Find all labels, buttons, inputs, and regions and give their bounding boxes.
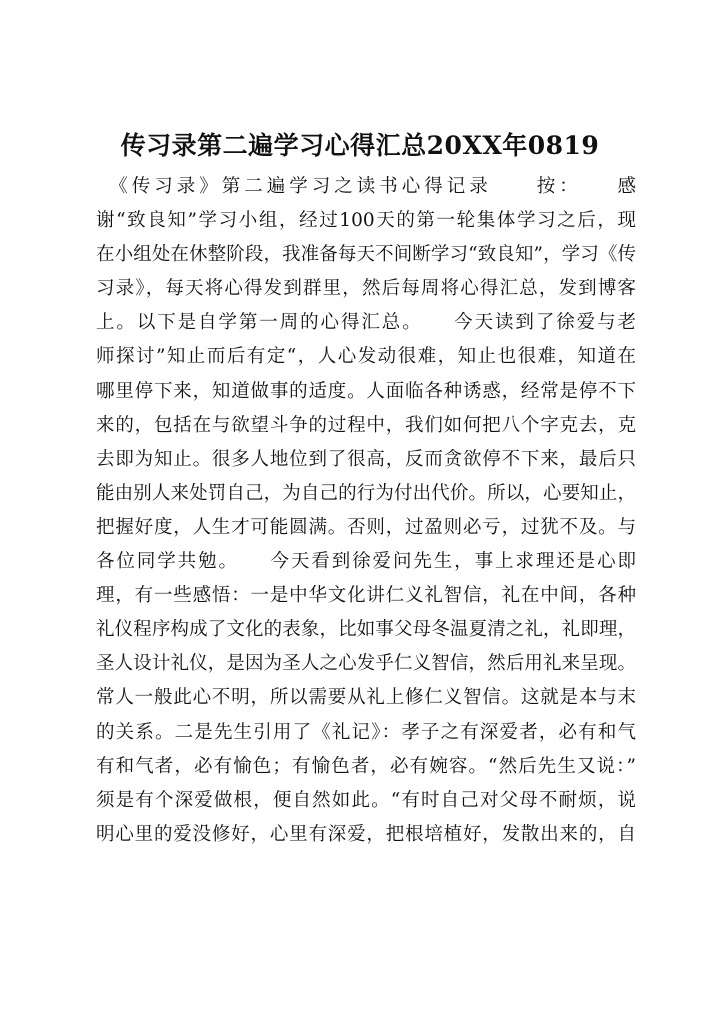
text-line: 去即为知止。很多人地位到了很高，反而贪欲停不下来，最后只 <box>96 448 636 470</box>
text-line: 常人一般此心不明，所以需要从礼上修仁义智信。这就是本与末 <box>96 687 636 709</box>
text-line: 的关系。二是先生引用了《礼记》：孝子之有深爱者，必有和气 <box>96 721 636 743</box>
text-line: 上。以下是自学第一周的心得汇总。 今天读到了徐爱与老 <box>96 312 636 334</box>
text-line: 哪里停下来，知道做事的适度。人面临各种诱惑，经常是停不下 <box>96 380 636 402</box>
text-line: 谢“致良知”学习小组，经过100天的第一轮集体学习之后，现 <box>96 210 636 232</box>
text-line: 有和气者，必有愉色；有愉色者，必有婉容。“然后先生又说：” <box>96 755 636 777</box>
text-line: 习录》，每天将心得发到群里，然后每周将心得汇总，发到博客 <box>96 278 636 300</box>
text-line: 各位同学共勉。 今天看到徐爱问先生，事上求理还是心即 <box>96 551 636 573</box>
text-line: 《传习录》第二遍学习之读书心得记录 按： 感 <box>96 176 636 197</box>
text-line: 在小组处在休整阶段，我准备每天不间断学习“致良知”，学习《传 <box>96 244 636 266</box>
text-line: 礼仪程序构成了文化的表象，比如事父母冬温夏清之礼，礼即理， <box>96 619 636 641</box>
text-line: 明心里的爱没修好，心里有深爱，把根培植好，发散出来的，自 <box>96 823 636 845</box>
text-line: 把握好度，人生才可能圆满。否则，过盈则必亏，过犹不及。与 <box>96 516 636 538</box>
document-body <box>96 170 636 852</box>
text-line: 来的，包括在与欲望斗争的过程中，我们如何把八个字克去，克 <box>96 414 636 436</box>
text-line: 师探讨”知止而后有定“，人心发动很难，知止也很难，知道在 <box>96 346 636 368</box>
text-line: 能由别人来处罚自己，为自己的行为付出代价。所以，心要知止， <box>96 482 636 504</box>
text-line: 理，有一些感悟：一是中华文化讲仁义礼智信，礼在中间，各种 <box>96 585 636 607</box>
document-title: 传习录第二遍学习心得汇总20XX年0819 <box>120 131 600 160</box>
text-line: 须是有个深爱做根，便自然如此。“有时自己对父母不耐烦，说 <box>96 789 636 811</box>
text-line: 圣人设计礼仪，是因为圣人之心发乎仁义智信，然后用礼来呈现。 <box>96 653 636 675</box>
